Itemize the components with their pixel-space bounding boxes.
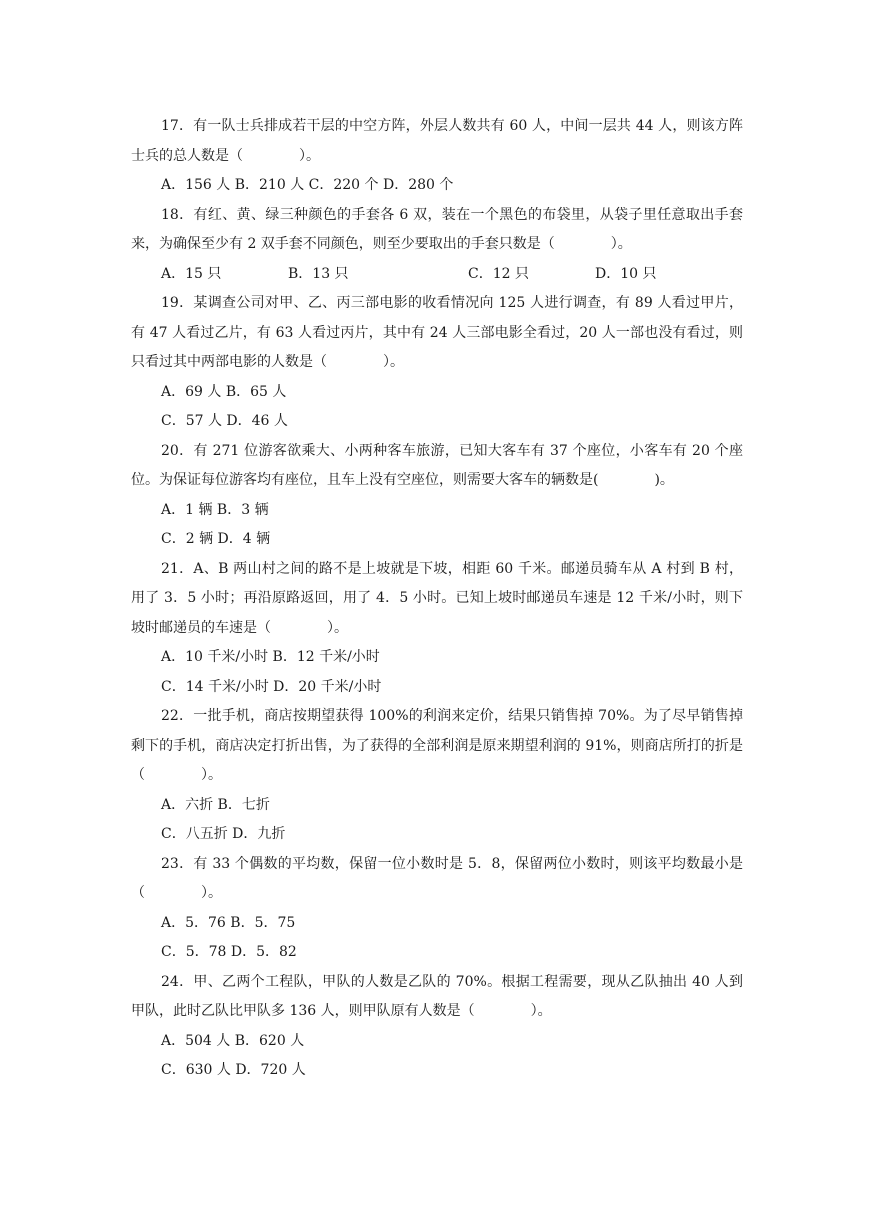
question-list <box>131 112 743 1086</box>
question-text: 24．甲、乙两个工程队，甲队的人数是乙队的 70%。根据工程需要，现从乙队抽出 40 人到甲队，此时乙队比甲队多 136 人，则甲队原有人数是（ ）。 <box>131 973 743 1019</box>
options-line: A．1 辆 B．3 辆 <box>161 501 269 518</box>
option-d: D．10 只 <box>595 265 657 282</box>
question-text: 22．一批手机，商店按期望获得 100%的利润来定价，结果只销售掉 70%。为了尽早销售掉剩下的手机，商店决定打折出售，为了获得的全部利润是原来期望利润的 91%，则商店所打的折是（ ）。 <box>131 708 743 783</box>
question-text: 18．有红、黄、绿三种颜色的手套各 6 双，装在一个黑色的布袋里，从袋子里任意取出手套来，为确保至少有 2 双手套不同颜色，则至少要取出的手套只数是（ ）。 <box>131 206 743 252</box>
options-line: A．10 千米/小时 B．12 千米/小时 <box>161 649 380 665</box>
question-18 <box>131 201 743 290</box>
question-text: 20．有 271 位游客欲乘大、小两种客车旅游，已知大客车有 37 个座位，小客车有 20 个座位。为保证每位游客均有座位，且车上没有空座位，则需要大客车的辆数是( )。 <box>131 442 743 488</box>
question-23 <box>131 850 743 968</box>
options-line: A．5．76 B．5．75 <box>161 914 296 931</box>
question-text: 21．A、B 两山村之间的路不是上坡就是下坡，相距 60 千米。邮递员骑车从 A 村到 B 村，用了 3．5 小时；再沿原路返回，用了 4．5 小时。已知上坡时邮递员车速是 12 千米/小时，则下坡时邮递员的车速是（ ）。 <box>131 560 743 636</box>
option-c: C．12 只 <box>468 265 529 282</box>
question-text: 23．有 33 个偶数的平均数，保留一位小数时是 5．8，保留两位小数时，则该平均数最小是（ ）。 <box>131 855 743 901</box>
options-line: A．504 人 B．620 人 <box>161 1032 305 1049</box>
options-line: C．14 千米/小时 D．20 千米/小时 <box>161 678 382 695</box>
options-line: C．2 辆 D．4 辆 <box>161 531 271 547</box>
options-line: C．八五折 D．九折 <box>161 826 286 842</box>
options-line: A．156 人 B．210 人 C．220 个 D．280 个 <box>161 177 454 193</box>
question-17 <box>131 112 743 201</box>
option-a: A．15 只 <box>161 265 222 282</box>
options-line <box>131 260 743 290</box>
options-line: C．57 人 D．46 人 <box>161 413 288 429</box>
options-line: A．69 人 B．65 人 <box>161 383 287 400</box>
option-b: B．13 只 <box>288 265 349 282</box>
question-text: 19．某调查公司对甲、乙、丙三部电影的收看情况向 125 人进行调查，有 89 人看过甲片，有 47 人看过乙片，有 63 人看过丙片，其中有 24 人三部电影全看过，20 人一部也没有看过，则只看过其中两部电影的人数是（ ）。 <box>131 295 743 370</box>
question-text: 17．有一队士兵排成若干层的中空方阵，外层人数共有 60 人，中间一层共 44 人，则该方阵士兵的总人数是（ ）。 <box>131 118 743 164</box>
options-line: A．六折 B．七折 <box>161 796 270 813</box>
question-24 <box>131 968 743 1086</box>
options-line: C．5．78 D．5．82 <box>161 944 297 960</box>
question-22 <box>131 702 743 850</box>
question-21 <box>131 555 743 703</box>
question-20 <box>131 437 743 555</box>
options-line: C．630 人 D．720 人 <box>161 1062 306 1078</box>
question-19 <box>131 289 743 437</box>
